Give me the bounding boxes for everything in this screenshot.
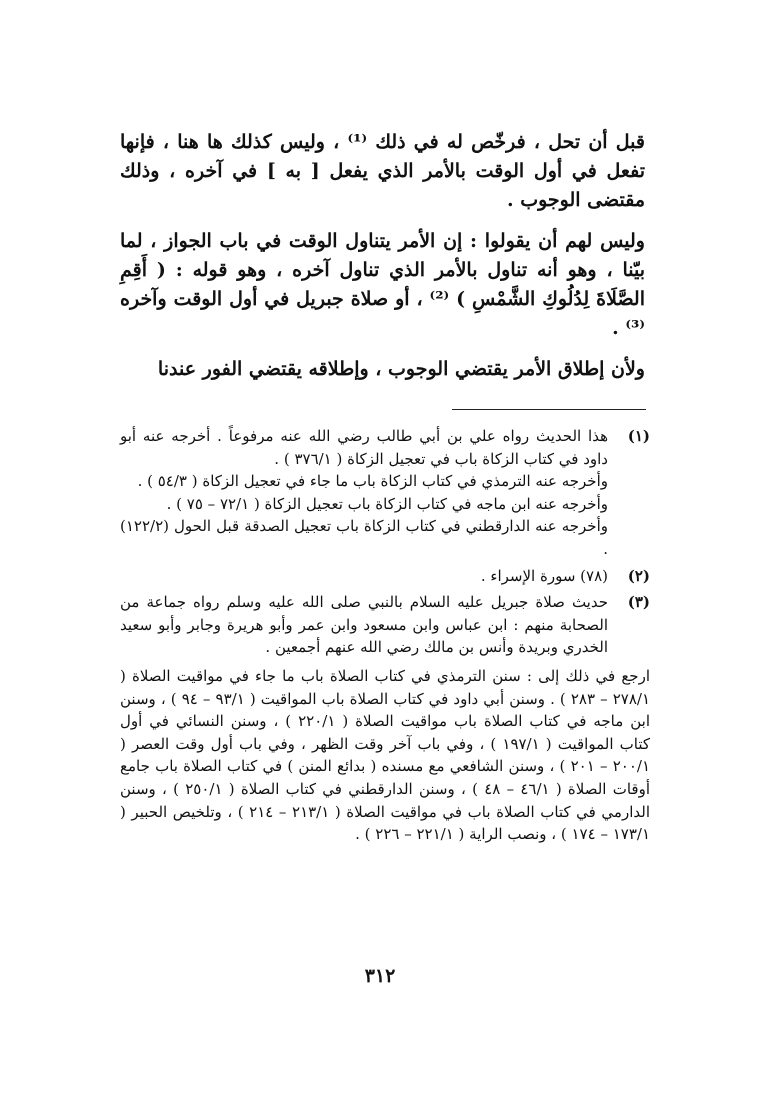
paragraph-2: وليس لهم أن يقولوا : إن الأمر يتناول الوقت في باب الجواز ، لما بيّنا ، وهو أنه تناول بالأمر الذي تناول آخره ، وهو قوله : ( أَقِمِ الصَّلَاةَ لِدُلُوكِ الشَّمْسِ ) ⁽²⁾ ، أو صلاة جبريل في أول الوقت وآخره ⁽³⁾ . xyxy=(120,230,645,339)
footnote-3 xyxy=(120,591,650,659)
page-number: ٣١٢ xyxy=(364,965,396,987)
footnote-1 xyxy=(120,425,650,561)
footnote-body xyxy=(120,565,608,588)
footnote-line: وأخرجه عنه الترمذي في كتاب الزكاة باب ما جاء في تعجيل الزكاة ( ٥٤/٣ ) . xyxy=(137,472,608,491)
footnote-line: حديث صلاة جبريل عليه السلام بالنبي صلى الله عليه وسلم رواه جماعة من الصحابة منهم : ابن عباس وابن مسعود وابن عمر وأبو هريرة وجابر وأبو سعيد الخدري وبريدة وأنس بن مالك رضي الله عنهم أجمعين . xyxy=(120,593,608,657)
footnote-line: (٧٨) سورة الإسراء . xyxy=(480,566,608,585)
footnote-divider xyxy=(452,409,646,410)
footnote-body xyxy=(120,591,608,659)
main-text xyxy=(120,128,645,384)
footnote-number: (٢) xyxy=(627,566,650,585)
footnote-number: (١) xyxy=(627,427,650,445)
paragraph-1: قبل أن تحل ، فرخّص له في ذلك ⁽¹⁾ ، وليس كذلك ها هنا ، فإنها تفعل في أول الوقت بالأمر الذي يفعل [ به ] في آخره ، وذلك مقتضى الوجوب . xyxy=(120,131,645,211)
footnotes xyxy=(120,425,650,846)
footnote-line: وأخرجه عنه الدارقطني في كتاب الزكاة باب تعجيل الصدقة قبل الحول (١٢٢/٢) . xyxy=(120,517,608,558)
footnote-number: (٣) xyxy=(627,593,650,612)
paragraph-3: ولأن إطلاق الأمر يقتضي الوجوب ، وإطلاقه يقتضي الفور عندنا xyxy=(157,358,645,380)
footnote-line: هذا الحديث رواه علي بن أبي طالب رضي الله عنه مرفوعاً . أخرجه عنه أبو داود في كتاب الزكاة باب في تعجيل الزكاة ( ٣٧٦/١ ) . xyxy=(120,427,608,468)
footnote-line: وأخرجه عنه ابن ماجه في كتاب الزكاة باب تعجيل الزكاة ( ٧٢/١ – ٧٥ ) . xyxy=(166,494,608,513)
footnote-references: ارجع في ذلك إلى : سنن الترمذي في كتاب الصلاة باب ما جاء في مواقيت الصلاة ( ٢٧٨/١ – ٢٨٣ ) . وسنن أبي داود في كتاب الصلاة باب المواقيت ( ٩٣/١ – ٩٤ ) ، وسنن ابن ماجه في كتاب الصلاة باب مواقيت الصلاة ( ٢٢٠/١ ) ، وسنن النسائي في أول كتاب المواقيت ( ١٩٧/١ ) ، وفي باب آخر وقت الظهر ، وفي باب أول وقت العصر ( ٢٠٠/١ – ٢٠١ ) ، وسنن الشافعي مع مسنده ( بدائع المنن ) في كتاب الصلاة باب جامع أوقات الصلاة ( ٤٦/١ – ٤٨ ) ، وسنن الدارقطني في كتاب الصلاة ( ٢٥٠/١ ) ، وسنن الدارمي في كتاب الصلاة باب في مواقيت الصلاة ( ٢١٣/١ – ٢١٤ ) ، وتلخيص الحبير ( ١٧٣/١ – ١٧٤ ) ، ونصب الراية ( ٢٢١/١ – ٢٢٦ ) . xyxy=(120,666,651,844)
footnote-body xyxy=(120,425,608,561)
footnote-2 xyxy=(120,565,650,588)
